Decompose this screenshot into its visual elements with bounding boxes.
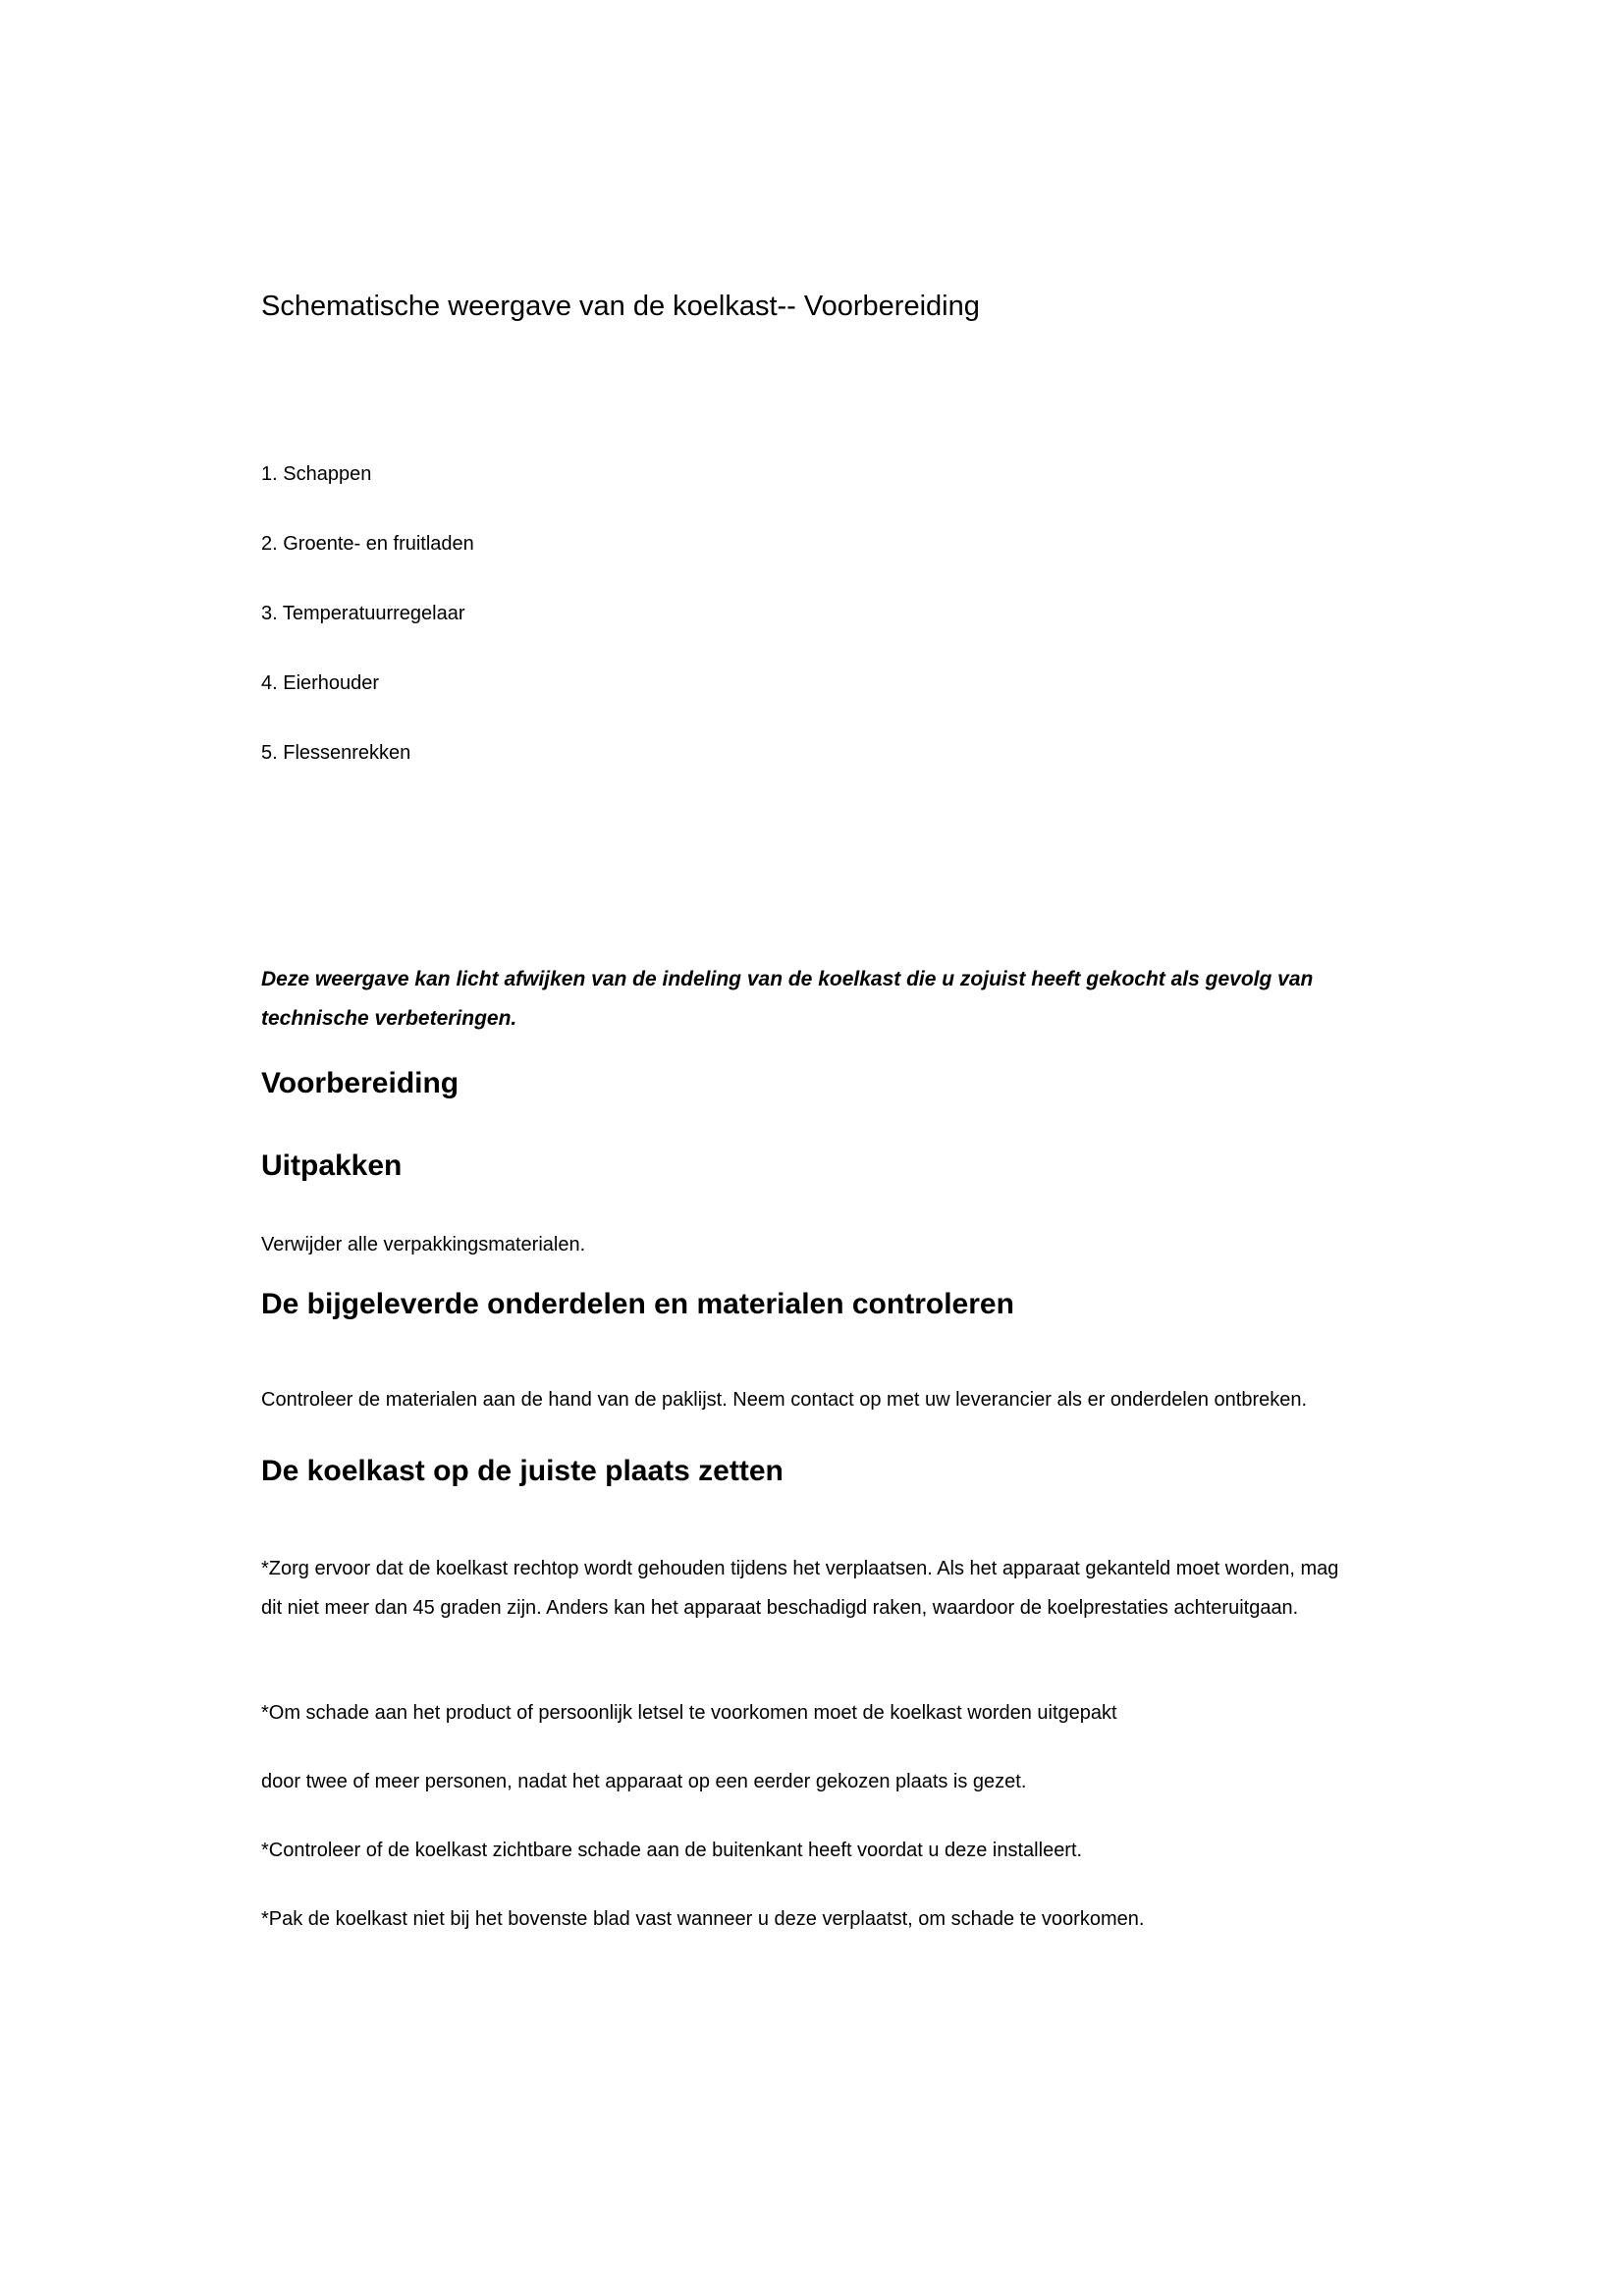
disclaimer-note: Deze weergave kan licht afwijken van de indeling van de koelkast die u zojuist heeft gekocht als gevolg van technische verbeteringen. bbox=[261, 968, 1314, 1030]
parts-list-item-2: 2. Groente- en fruitladen bbox=[261, 533, 474, 555]
placement-paragraph-2a: *Om schade aan het product of persoonlijk letsel te voorkomen moet de koelkast worden uitgepakt bbox=[261, 1702, 1117, 1724]
unpacking-text: Verwijder alle verpakkingsmaterialen. bbox=[261, 1234, 586, 1255]
heading-placement: De koelkast op de juiste plaats zetten bbox=[261, 1455, 784, 1487]
check-parts-text: Controleer de materialen aan de hand van de paklijst. Neem contact op met uw leverancier als er onderdelen ontbreken. bbox=[261, 1389, 1308, 1411]
placement-paragraph-3: *Controleer of de koelkast zichtbare schade aan de buitenkant heeft voordat u deze installeert. bbox=[261, 1840, 1083, 1861]
placement-paragraph-2b: door twee of meer personen, nadat het apparaat op een eerder gekozen plaats is gezet. bbox=[261, 1771, 1027, 1792]
heading-preparation: Voorbereiding bbox=[261, 1067, 460, 1099]
document-title: Schematische weergave van de koelkast-- Voorbereiding bbox=[261, 291, 980, 322]
placement-paragraph-4: *Pak de koelkast niet bij het bovenste blad vast wanneer u deze verplaatst, om schade te voorkomen. bbox=[261, 1908, 1145, 1930]
parts-list-item-3: 3. Temperatuurregelaar bbox=[261, 603, 465, 624]
parts-list-item-1: 1. Schappen bbox=[261, 463, 372, 485]
parts-list-item-4: 4. Eierhouder bbox=[261, 672, 380, 694]
placement-paragraph-1: *Zorg ervoor dat de koelkast rechtop wordt gehouden tijdens het verplaatsen. Als het apparaat gekanteld moet worden, mag dit niet meer dan 45 graden zijn. Anders kan het apparaat beschadigd raken, waardoor de koelprestaties achteruitgaan. bbox=[261, 1558, 1339, 1619]
heading-check-parts: De bijgeleverde onderdelen en materialen controleren bbox=[261, 1288, 1014, 1320]
heading-unpacking: Uitpakken bbox=[261, 1149, 403, 1182]
parts-list-item-5: 5. Flessenrekken bbox=[261, 742, 411, 764]
